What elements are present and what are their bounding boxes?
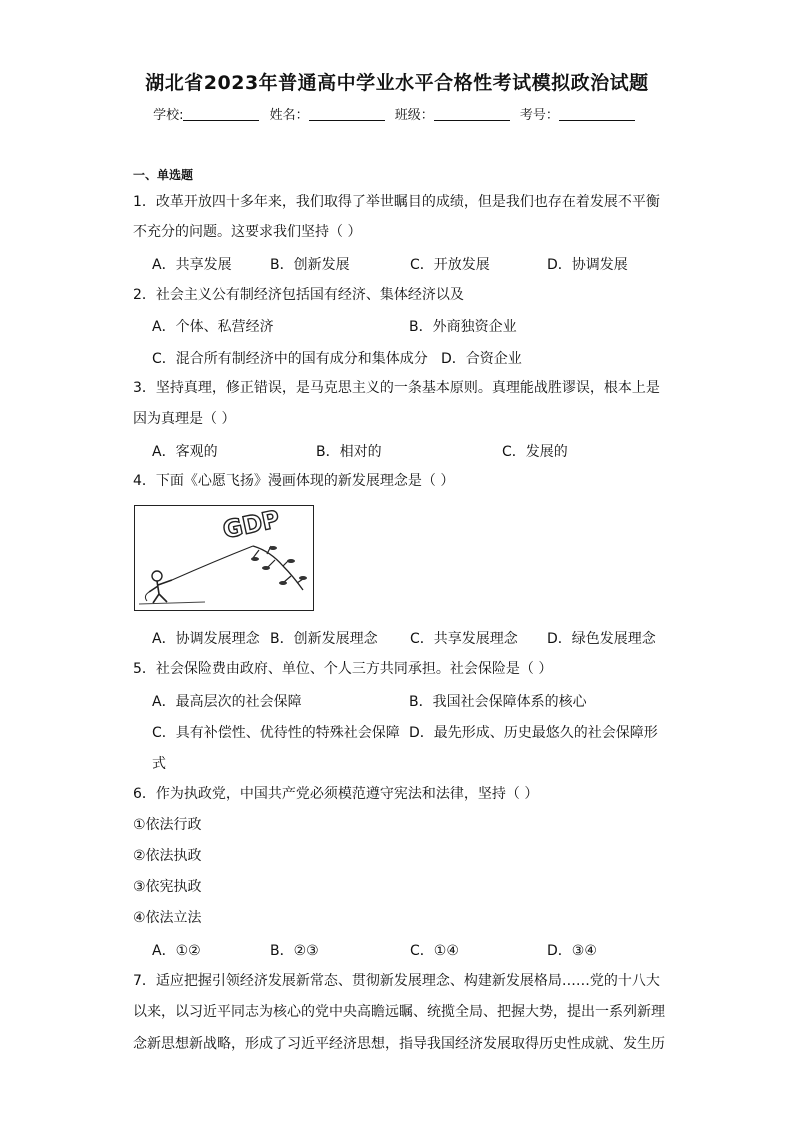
q1-option-a[interactable]: A．共享发展 [152,257,232,273]
q3-stem-line2: 因为真理是（ ） [133,411,236,427]
q6-item-1: ①依法行政 [133,817,202,833]
q7-stem-line2: 以来，以习近平同志为核心的党中央高瞻远瞩、统揽全局、把握大势，提出一系列新理 [133,1004,665,1020]
q7-stem-line1: 7．适应把握引领经济发展新常态、贯彻新发展理念、构建新发展格局……党的十八大 [133,973,660,989]
q3-stem-line1: 3．坚持真理，修正错误，是马克思主义的一条基本原则。真理能战胜谬误，根本上是 [133,380,660,396]
q2-stem-line1: 2．社会主义公有制经济包括国有经济、集体经济以及 [133,287,464,303]
q1-stem-line2: 不充分的问题。这要求我们坚持（ ） [133,224,362,240]
q1-stem-line1: 1．改革开放四十多年来，我们取得了举世瞩目的成绩，但是我们也存在着发展不平衡 [133,194,660,210]
q2-option-a[interactable]: A．个体、私营经济 [152,319,274,335]
q5-option-c[interactable]: C．具有补偿性、优待性的特殊社会保障 [152,725,400,741]
class-label: 班级： [394,108,434,123]
class-blank[interactable] [434,120,510,121]
exam-title: 湖北省2023年普通高中学业水平合格性考试模拟政治试题 [145,72,649,94]
student-info-row [0,104,794,123]
q6-option-b[interactable]: B．②③ [270,943,319,959]
q4-stem-line1: 4．下面《心愿飞扬》漫画体现的新发展理念是（ ） [133,473,455,489]
q5-option-a[interactable]: A．最高层次的社会保障 [152,694,302,710]
q3-option-c[interactable]: C．发展的 [502,444,568,460]
q5-stem-line1: 5．社会保险费由政府、单位、个人三方共同承担。社会保险是（ ） [133,661,553,677]
q5-option-d[interactable]: D．最先形成、历史最悠久的社会保障形 [409,725,658,741]
q2-option-d[interactable]: D．合资企业 [441,351,522,367]
q6-option-d[interactable]: D．③④ [547,943,597,959]
cartoon-drawing [135,506,312,609]
q2-option-b[interactable]: B．外商独资企业 [409,319,517,335]
q4-option-b[interactable]: B．创新发展理念 [270,631,378,647]
name-label: 姓名： [269,108,309,123]
q5-option-b[interactable]: B．我国社会保障体系的核心 [409,694,587,710]
q6-item-4: ④依法立法 [133,910,202,926]
q4-option-d[interactable]: D．绿色发展理念 [547,631,656,647]
q2-option-c[interactable]: C．混合所有制经济中的国有成分和集体成分 [152,351,428,367]
number-label: 考号： [519,108,559,123]
q6-stem-line1: 6．作为执政党，中国共产党必须模范遵守宪法和法律，坚持（ ） [133,786,539,802]
q1-option-b[interactable]: B．创新发展 [270,257,350,273]
q6-option-a[interactable]: A．①② [152,943,201,959]
cartoon-image [134,505,314,611]
q5-option-d-continued: 式 [152,756,166,772]
q6-item-3: ③依宪执政 [133,879,202,895]
school-label: 学校: [153,108,184,123]
q7-stem-line3: 念新思想新战略，形成了习近平经济思想，指导我国经济发展取得历史性成就、发生历 [133,1036,665,1052]
section-heading: 一、单选题 [133,168,194,182]
q4-option-a[interactable]: A．协调发展理念 [152,631,260,647]
number-blank[interactable] [559,120,635,121]
q3-option-b[interactable]: B．相对的 [316,444,382,460]
q4-option-c[interactable]: C．共享发展理念 [410,631,518,647]
q3-option-a[interactable]: A．客观的 [152,444,218,460]
q1-option-d[interactable]: D．协调发展 [547,257,628,273]
name-blank[interactable] [309,120,385,121]
q6-option-c[interactable]: C．①④ [410,943,459,959]
q6-item-2: ②依法执政 [133,848,202,864]
cartoon-gdp-text: GDP [220,506,283,545]
q1-option-c[interactable]: C．开放发展 [410,257,490,273]
school-blank[interactable] [183,120,259,121]
